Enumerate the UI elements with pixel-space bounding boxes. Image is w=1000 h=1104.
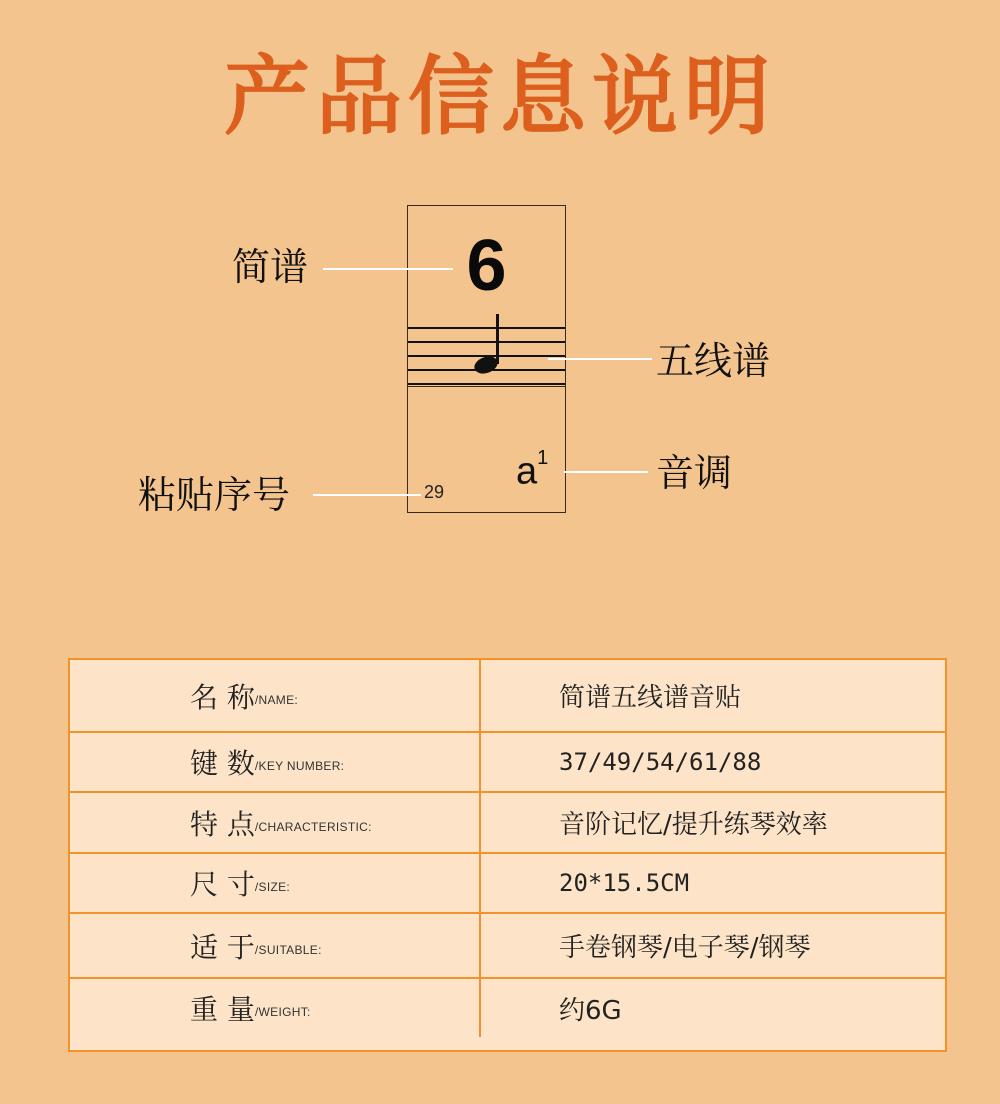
- music-sticker-card: [407, 205, 566, 513]
- spec-value: 手卷钢琴/电子琴/钢琴: [559, 933, 811, 963]
- table-row: [70, 733, 945, 793]
- spec-value: 37/49/54/61/88: [559, 748, 762, 776]
- spec-value: 音阶记忆/提升练琴效率: [559, 810, 828, 840]
- jianpu-number: 6: [466, 226, 507, 306]
- spec-value: 约6G: [559, 995, 622, 1026]
- quarter-note-icon: [470, 314, 510, 376]
- spec-key: 名 称 /NAME:: [70, 660, 481, 731]
- spec-key: 重 量 /WEIGHT:: [70, 979, 481, 1037]
- spec-key: 键 数 /KEY NUMBER:: [70, 733, 481, 791]
- table-row: [70, 793, 945, 854]
- table-row: [70, 979, 945, 1050]
- leader-line: [548, 358, 652, 360]
- table-row: [70, 914, 945, 979]
- page-title: 产品信息说明: [224, 47, 776, 147]
- serial-number: 29: [424, 482, 445, 502]
- spec-key: 尺 寸 /SIZE:: [70, 854, 481, 912]
- leader-line: [564, 471, 648, 473]
- staff-line: [408, 383, 565, 385]
- label-jianpu: 简谱: [232, 245, 309, 289]
- label-staff: 五线谱: [656, 339, 771, 383]
- label-serial: 粘贴序号: [138, 473, 291, 517]
- tone-octave: 1: [537, 447, 549, 469]
- spec-value: 简谱五线谱音贴: [559, 683, 742, 713]
- tone-letter: a: [516, 450, 538, 493]
- spec-key: 适 于 /SUITABLE:: [70, 914, 481, 977]
- spec-table: [68, 658, 947, 1052]
- spec-value: 20*15.5CM: [559, 869, 690, 897]
- card-divider: [408, 386, 565, 387]
- tone-label: [516, 442, 548, 494]
- table-row: [70, 854, 945, 914]
- spec-key: 特 点 /CHARACTERISTIC:: [70, 793, 481, 852]
- leader-line: [323, 268, 453, 270]
- table-row: [70, 660, 945, 733]
- leader-line: [313, 494, 421, 496]
- label-tone: 音调: [656, 451, 733, 495]
